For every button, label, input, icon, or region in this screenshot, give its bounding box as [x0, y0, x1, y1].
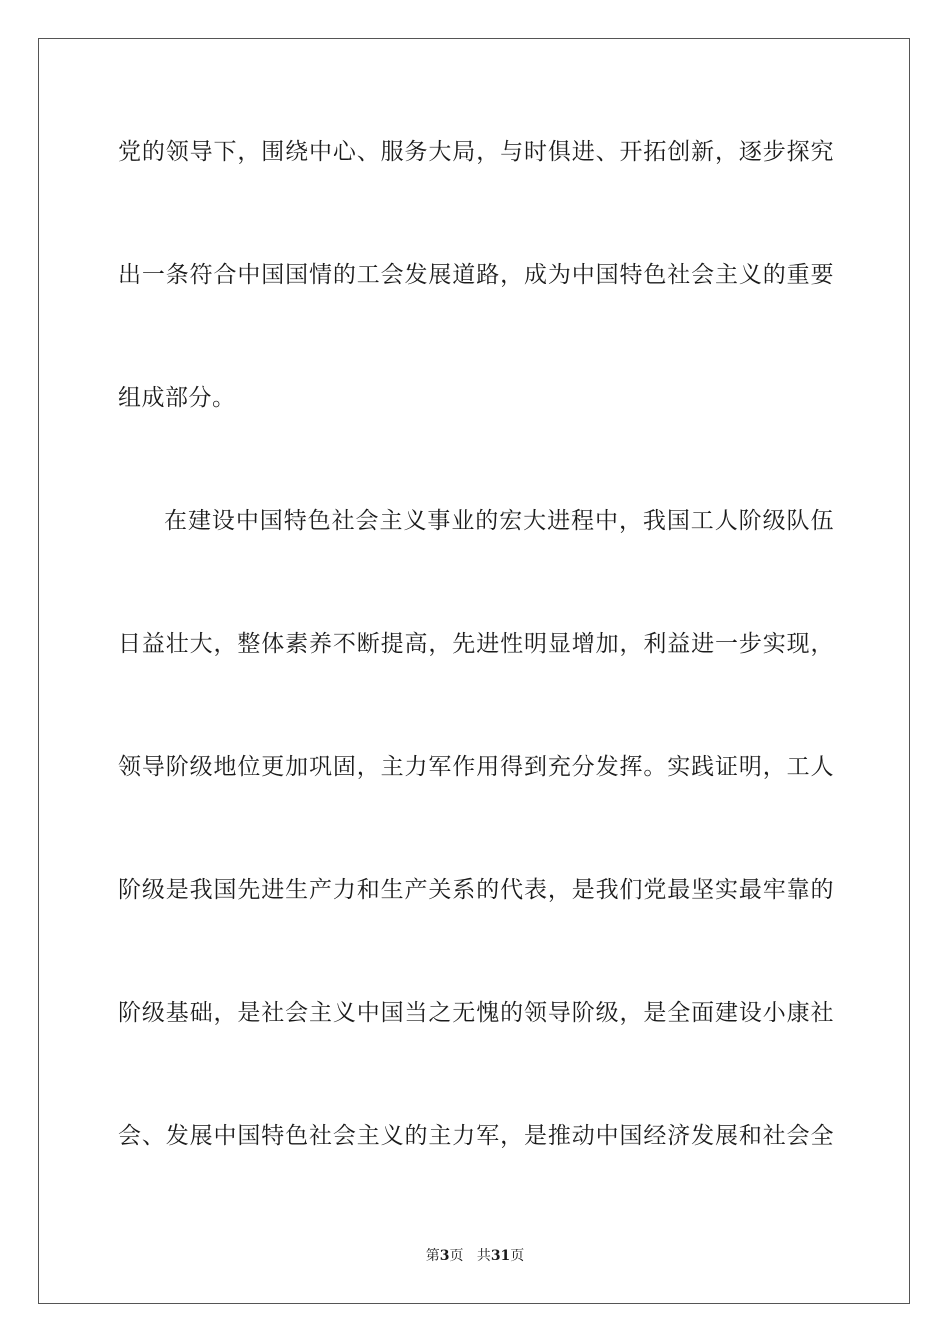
page-border — [38, 38, 910, 1304]
footer-total-pages: 31 — [490, 1248, 511, 1264]
footer-total-suffix: 页 — [510, 1248, 525, 1264]
footer-page-prefix: 第 — [425, 1248, 440, 1264]
paragraph-1-line-3: 组成部分。 — [118, 385, 236, 411]
paragraph-1-line-1: 党的领导下，围绕中心、服务大局，与时俱进、开拓创新，逐步探究 — [118, 139, 834, 165]
page-footer — [0, 1246, 950, 1266]
paragraph-2-line-2: 日益壮大，整体素养不断提高，先进性明显增加，利益进一步实现， — [118, 631, 834, 657]
footer-total-prefix: 共 — [476, 1248, 491, 1264]
paragraph-2-line-6: 会、发展中国特色社会主义的主力军，是推动中国经济发展和社会全 — [118, 1123, 834, 1149]
paragraph-2-line-1: 在建设中国特色社会主义事业的宏大进程中，我国工人阶级队伍 — [164, 508, 834, 534]
footer-page-suffix: 页 — [449, 1248, 464, 1264]
paragraph-2-line-5: 阶级基础，是社会主义中国当之无愧的领导阶级，是全面建设小康社 — [118, 1000, 834, 1026]
paragraph-1-line-2: 出一条符合中国国情的工会发展道路，成为中国特色社会主义的重要 — [118, 262, 834, 288]
paragraph-2-line-4: 阶级是我国先进生产力和生产关系的代表，是我们党最坚实最牢靠的 — [118, 877, 834, 903]
paragraph-2-line-3: 领导阶级地位更加巩固，主力军作用得到充分发挥。实践证明，工人 — [118, 754, 834, 780]
footer-page-number: 3 — [439, 1248, 450, 1264]
